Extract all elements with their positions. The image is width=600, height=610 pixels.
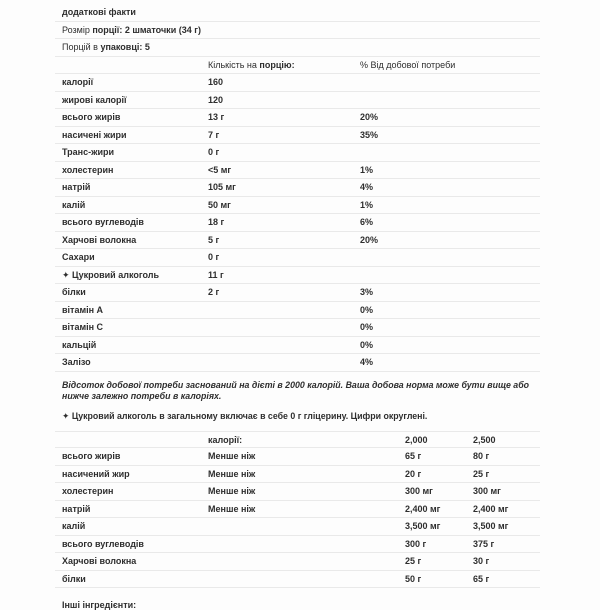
- serving-size-value: 2 шматочки (34 г): [122, 24, 201, 35]
- amount-header-normal: Кількість на: [208, 59, 260, 70]
- supplement-facts-panel: [55, 4, 540, 610]
- nutrient-amount: 7 г: [208, 129, 220, 140]
- facts-table-row: [55, 214, 540, 232]
- facts-table-header-row: [55, 57, 540, 75]
- dv-value-2000: 20 г: [405, 468, 422, 479]
- nutrient-dv: 0%: [360, 322, 374, 332]
- dv-table-row: [55, 448, 540, 466]
- dv-nutrient-label: натрій: [62, 503, 91, 514]
- nutrient-amount: 11 г: [208, 269, 224, 280]
- dv-value-2000: 50 г: [405, 573, 422, 584]
- dv-table: [55, 448, 540, 588]
- facts-table: [55, 74, 540, 372]
- dv-nutrient-label: Харчові волокна: [62, 556, 137, 566]
- nutrient-amount: 50 мг: [208, 199, 231, 210]
- serving-size-keyword: порції:: [92, 24, 123, 35]
- serving-size-row: [55, 22, 540, 40]
- nutrient-amount: 0 г: [208, 252, 220, 262]
- nutrient-amount: 5 г: [208, 234, 220, 245]
- dv-value-2000: 2,400 мг: [405, 503, 441, 514]
- servings-value: 5: [142, 42, 150, 52]
- dv-qualifier: Менше ніж: [208, 451, 256, 461]
- dv-value-2000: 3,500 мг: [405, 521, 441, 531]
- nutrient-label: вітамін А: [62, 304, 104, 315]
- dv-value-2500: 2,400 мг: [473, 503, 509, 514]
- dv-value-2000: 65 г: [405, 451, 422, 461]
- nutrient-label: кальцій: [62, 339, 97, 350]
- nutrient-dv: 3%: [360, 287, 374, 297]
- nutrient-dv: 0%: [360, 304, 374, 315]
- dv-table-row: [55, 501, 540, 519]
- dv-table-row: [55, 571, 540, 589]
- nutrient-label: Залізо: [62, 357, 91, 367]
- dv-calories-header: калорії:: [208, 434, 243, 445]
- nutrient-dv: 0%: [360, 339, 374, 350]
- nutrient-dv: 4%: [360, 357, 374, 367]
- dv-nutrient-label: білки: [62, 573, 86, 584]
- facts-title: додаткові факти: [55, 4, 540, 22]
- dv-table-header-row: [55, 431, 540, 449]
- facts-table-row: [55, 337, 540, 355]
- nutrient-dv: 4%: [360, 182, 374, 192]
- dv-nutrient-label: всього жирів: [62, 451, 121, 461]
- dv-table-row: [55, 518, 540, 536]
- dv-qualifier: Менше ніж: [208, 486, 256, 496]
- nutrient-amount: 120: [208, 94, 224, 105]
- sugar-alcohol-note: ✦ Цукровий алкоголь в загальному включає в себе 0 г гліцерину. Цифри округлені.: [62, 410, 428, 421]
- facts-table-row: [55, 249, 540, 267]
- dv-value-2500: 65 г: [473, 573, 490, 584]
- dv-value-2000: 25 г: [405, 556, 422, 566]
- amount-header-bold: порцію:: [259, 59, 295, 70]
- daily-value-note: Відсоток добової потреби заснований на дієті в 2000 калорій. Ваша добова норма може бути вище або нижче залежно потреби в калоріях.: [62, 379, 530, 401]
- dv-table-row: [55, 483, 540, 501]
- facts-table-row: [55, 144, 540, 162]
- serving-size-prefix: Розмір: [62, 24, 93, 35]
- dv-table-row: [55, 553, 540, 571]
- facts-table-row: [55, 162, 540, 180]
- nutrient-dv: 1%: [360, 199, 374, 210]
- dv-table-row: [55, 466, 540, 484]
- nutrient-amount: 18 г: [208, 217, 225, 227]
- nutrient-label: всього вуглеводів: [62, 217, 144, 227]
- nutrient-amount: 0 г: [208, 147, 220, 157]
- dv-qualifier: Менше ніж: [208, 503, 256, 514]
- amount-column-header: [208, 57, 360, 74]
- nutrient-dv: 1%: [360, 164, 374, 175]
- nutrient-amount: <5 мг: [208, 164, 232, 175]
- dv-value-2500: 375 г: [473, 538, 495, 549]
- nutrient-amount: 13 г: [208, 112, 225, 122]
- nutrient-label: жирові калорії: [62, 94, 127, 105]
- nutrient-dv: 6%: [360, 217, 374, 227]
- nutrient-label: Транс-жири: [62, 147, 115, 157]
- facts-table-row: [55, 197, 540, 215]
- nutrient-amount: 160: [208, 77, 224, 87]
- nutrient-label: насичені жири: [62, 129, 127, 140]
- nutrient-label: Сахари: [62, 252, 95, 262]
- nutrient-dv: 20%: [360, 112, 379, 122]
- nutrient-label: білки: [62, 287, 86, 297]
- nutrient-label: Харчові волокна: [62, 234, 137, 245]
- nutrient-dv: 20%: [360, 234, 379, 245]
- other-ingredients-label: Інші інгредієнти:: [62, 600, 137, 610]
- dv-value-2500: 300 мг: [473, 486, 501, 496]
- facts-table-row: [55, 179, 540, 197]
- facts-table-row: [55, 319, 540, 337]
- nutrient-amount: 105 мг: [208, 182, 236, 192]
- facts-table-row: [55, 92, 540, 110]
- servings-per-container-row: [55, 39, 540, 57]
- dv-value-2000: 300 г: [405, 538, 427, 549]
- facts-table-row: [55, 232, 540, 250]
- nutrient-label: всього жирів: [62, 112, 121, 122]
- nutrient-label: ✦ Цукровий алкоголь: [62, 269, 159, 280]
- facts-table-row: [55, 354, 540, 372]
- nutrient-label: калій: [62, 199, 86, 210]
- dv-nutrient-label: всього вуглеводів: [62, 538, 144, 549]
- facts-table-row: [55, 284, 540, 302]
- facts-table-row: [55, 267, 540, 285]
- dv-2000-header: 2,000: [405, 434, 428, 445]
- nutrient-label: вітамін С: [62, 322, 104, 332]
- dv-table-row: [55, 536, 540, 554]
- dv-value-2500: 80 г: [473, 451, 490, 461]
- dv-nutrient-label: насичений жир: [62, 468, 130, 479]
- dv-column-header: % Від добової потреби: [360, 59, 456, 70]
- facts-table-row: [55, 109, 540, 127]
- nutrient-label: калорії: [62, 77, 94, 87]
- dv-value-2000: 300 мг: [405, 486, 433, 496]
- facts-table-row: [55, 127, 540, 145]
- nutrient-dv: 35%: [360, 129, 379, 140]
- dv-qualifier: Менше ніж: [208, 468, 256, 479]
- facts-table-row: [55, 74, 540, 92]
- servings-keyword: упаковці:: [100, 42, 143, 52]
- dv-value-2500: 25 г: [473, 468, 490, 479]
- dv-value-2500: 3,500 мг: [473, 521, 509, 531]
- dv-nutrient-label: калій: [62, 521, 86, 531]
- footnotes: [55, 372, 540, 431]
- nutrient-amount: 2 г: [208, 287, 220, 297]
- nutrient-label: натрій: [62, 182, 91, 192]
- dv-2500-header: 2,500: [473, 434, 496, 445]
- facts-table-row: [55, 302, 540, 320]
- dv-nutrient-label: холестерин: [62, 486, 114, 496]
- servings-prefix: Порцій в: [62, 42, 101, 52]
- nutrient-label: холестерин: [62, 164, 114, 175]
- dv-value-2500: 30 г: [473, 556, 490, 566]
